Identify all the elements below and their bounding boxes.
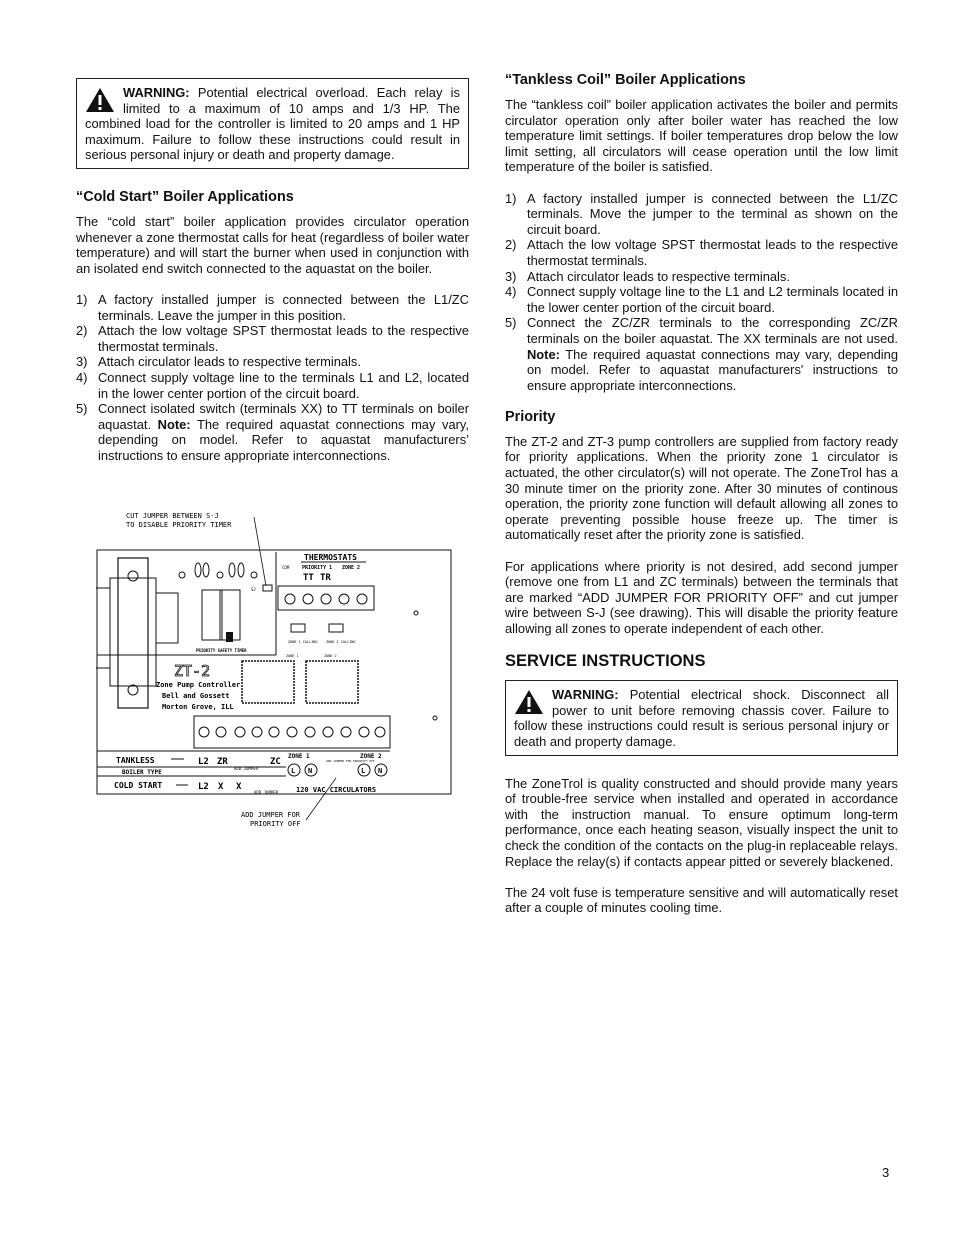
add-jumper-priority-small: ADD JUMPER FOR PRIORITY OFF — [326, 759, 375, 763]
relay-indicator — [226, 632, 233, 642]
tankless-zr: ZR — [217, 757, 228, 767]
list-item — [505, 269, 898, 285]
power-terminals — [199, 727, 385, 737]
zone2-l-label: L — [361, 767, 366, 775]
step-number: 3) — [505, 268, 517, 284]
step-text-after: The required aquastat connections may vary, depending on model. Refer to aquastat manufacturers' instructions to ensure appropriate interconnections. — [527, 346, 898, 393]
cold-start-label: COLD START — [114, 781, 163, 790]
zone2-led — [329, 624, 343, 632]
step-number: 5) — [505, 315, 517, 331]
step-text: Connect supply voltage line to the L1 and L2 terminals located in the lower center portion of the circuit board. — [527, 284, 898, 315]
zone2-n-label: N — [378, 767, 383, 775]
warning-label: WARNING: — [552, 687, 619, 703]
service-heading: SERVICE INSTRUCTIONS — [505, 652, 706, 671]
zone2-calling-label: ZONE 2 CALLING — [326, 640, 356, 644]
priority-para2: For applications where priority is not desired, add second jumper (remove one from L1 and ZC terminals) between the terminals that are marked “ADD JUMPER FOR PRIORITY OFF” and cut jumper wire between S-J (see drawing). This will disable the priority feature allowing all zones to operate independent of each other. — [505, 558, 898, 636]
brand-line2: Bell and Gossett — [162, 692, 230, 700]
zone2-terminal-label: ZONE 2 — [360, 753, 382, 760]
add-jumper-label: ADD JUMPER — [234, 766, 259, 771]
zone1-calling-label: ZONE 1 CALLING — [288, 640, 318, 644]
add-jumper-label-2: ADD JUMPER — [254, 790, 279, 795]
sj-label: SJ — [251, 587, 256, 592]
note-label: Note: — [527, 346, 560, 362]
brand-line1: Zone Pump Controller — [156, 681, 241, 689]
left-column — [76, 78, 469, 479]
step-number: 4) — [76, 369, 88, 385]
list-item — [76, 401, 469, 463]
vac-circulators-label: 120 VAC CIRCULATORS — [296, 786, 377, 794]
service-para2: The 24 volt fuse is temperature sensitive and will automatically reset after a couple of minutes cooling time. — [505, 884, 898, 916]
cold-start-steps — [76, 292, 469, 464]
zone1-small-label: ZONE 1 — [286, 654, 299, 658]
warning-text: Potential electrical shock. Disconnect all power to unit before removing chassis cover. Failure to follow these instructions could result is serious personal injury or death and property damage. — [514, 687, 889, 749]
cold-start-x1: X — [218, 782, 224, 792]
step-text: Attach circulator leads to respective terminals. — [98, 354, 361, 370]
list-item — [76, 370, 469, 401]
brand-line3: Morton Grove, ILL — [162, 703, 234, 711]
warning-text: Potential electrical overload. Each relay is limited to a maximum of 10 amps and 1/3 HP. The combined load for the controller is limited to 20 amps and 1 HP maximum. Failure to follow these instructions could result in serious personal injury or death and property damage. — [85, 85, 460, 163]
relay-2 — [306, 661, 358, 703]
sj-jumper — [263, 585, 272, 591]
step-number: 1) — [505, 190, 517, 206]
step-text: Attach the low voltage SPST thermostat leads to the respective thermostat terminals. — [527, 237, 898, 268]
power-terminal-strip — [194, 716, 390, 748]
mount-hole — [414, 611, 418, 615]
overload-warning-box — [76, 78, 469, 169]
tankless-intro: The “tankless coil” boiler application activates the boiler and permits circulator operation only after boiler water has reached the low temperature limit settings. If boiler temperatures drop below the low limit setting, all circulators will cease operation until the low limit temperature of the boiler is satisfied. — [505, 97, 898, 175]
tankless-label: TANKLESS — [116, 756, 155, 765]
thermostat-terminals — [285, 594, 367, 604]
zone2-small-label: ZONE 2 — [324, 654, 337, 658]
warning-triangle-icon — [514, 689, 544, 715]
cold-start-x2: X — [236, 782, 242, 792]
step-number: 2) — [76, 323, 88, 339]
right-column — [505, 72, 898, 932]
component-row — [179, 563, 257, 578]
zone1-l-label: L — [291, 767, 296, 775]
ic-chip — [202, 590, 222, 640]
shock-warning-box — [505, 680, 898, 755]
callout-cut-jumper-line2: TO DISABLE PRIORITY TIMER — [126, 521, 232, 529]
callout-leader-bottom — [306, 778, 336, 820]
priority-1-label: PRIORITY 1 — [302, 565, 333, 571]
page-number: 3 — [882, 1165, 890, 1180]
list-item — [505, 191, 898, 238]
step-text-before: Connect the ZC/ZR terminals to the corresponding ZC/ZR terminals on the boiler aquastat. The XX terminals are not used. — [527, 315, 898, 346]
relay-1 — [242, 661, 294, 703]
cold-start-intro: The “cold start” boiler application provides circulator operation whenever a zone thermostat calls for heat (regardless of boiler water temperature) and will start the burner when used in conjunction with an isolated end switch connected to the aquastat on the boiler. — [76, 213, 469, 276]
callout-leader-top — [254, 517, 266, 586]
step-text: Attach the low voltage SPST thermostat leads to the respective thermostat terminals. — [98, 323, 469, 354]
callout-add-jumper-line1: ADD JUMPER FOR — [241, 811, 301, 819]
zt2-wiring-diagram — [96, 508, 456, 828]
zone2-thermostat-label: ZONE 2 — [342, 565, 361, 571]
service-para1: The ZoneTrol is quality constructed and should provide many years of trouble-free service when installed and operated in accordance with the instruction manual. To ensure optimum long-term performance, once each heating season, visually inspect the unit to check the condition of the contacts on the plug-in replaceable relays. Replace the relay(s) if contacts appear pitted or severely blackened. — [505, 775, 898, 869]
step-text: Attach circulator leads to respective terminals. — [527, 268, 790, 284]
step-number: 5) — [76, 401, 88, 417]
step-text: Connect supply voltage line to the terminals L1 and L2, located in the lower center portion of the circuit board. — [98, 369, 469, 401]
step-text: A factory installed jumper is connected between the L1/ZC terminals. Move the jumper to the terminal as shown on the circuit board. — [527, 190, 898, 237]
transformer-winding — [110, 578, 156, 686]
tankless-zc: ZC — [270, 757, 281, 767]
step-text — [527, 315, 898, 393]
list-item — [505, 284, 898, 315]
step-text-before: Connect isolated switch (terminals XX) to TT terminals on boiler aquastat. — [98, 401, 469, 432]
boiler-type-label: BOILER TYPE — [122, 769, 162, 776]
warning-triangle-icon — [85, 87, 115, 113]
step-text: A factory installed jumper is connected between the L1/ZC terminals. Leave the jumper in this position. — [98, 291, 469, 323]
wire-bundle — [156, 593, 178, 643]
priority-para1: The ZT-2 and ZT-3 pump controllers are supplied from factory ready for priority applications. When the priority zone 1 circulator is actuated, the other circulator(s) will not operate. The ZoneTrol has a 30 minute timer on the priority zone. After 30 minutes of continous operation, the priority zone function will default allowing all zones to operate preventing possible house freeze up. The timer is automatically reset after the priority zone is satisfied. — [505, 433, 898, 543]
tankless-l2: L2 — [198, 757, 209, 767]
list-item — [76, 354, 469, 370]
mount-hole — [433, 716, 437, 720]
zone1-led — [291, 624, 305, 632]
thermostat-terminal-strip — [278, 586, 374, 610]
thermostats-label: THERMOSTATS — [304, 553, 357, 562]
step-number: 2) — [505, 237, 517, 253]
zone1-n-label: N — [308, 767, 313, 775]
tt-label: TT — [303, 573, 314, 583]
cold-start-heading: “Cold Start” Boiler Applications — [76, 188, 294, 205]
tr-label: TR — [320, 573, 331, 583]
zone1-terminal-label: ZONE 1 — [288, 753, 310, 760]
model-label: ZT-2 — [174, 662, 211, 680]
com-label: COM — [282, 565, 290, 570]
priority-heading: Priority — [505, 408, 556, 425]
step-number: 4) — [505, 284, 517, 300]
cold-start-l2: L2 — [198, 782, 209, 792]
list-item — [505, 315, 898, 393]
step-number: 1) — [76, 291, 88, 307]
tankless-steps — [505, 191, 898, 394]
list-item — [505, 237, 898, 268]
step-text-after: The required aquastat connections may vary, depending on model. Refer to aquastat manufacturers’ instructions to ensure appropriate interconnections. — [98, 416, 469, 463]
transformer — [96, 588, 110, 668]
tankless-heading: “Tankless Coil” Boiler Applications — [505, 72, 746, 88]
warning-label: WARNING: — [123, 85, 190, 100]
callout-cut-jumper-line1: CUT JUMPER BETWEEN S-J — [126, 512, 219, 520]
mount-hole — [128, 571, 138, 581]
priority-timer-label: PRIORITY SAFETY TIMER — [196, 648, 247, 653]
callout-add-jumper-line2: PRIORITY OFF — [250, 820, 301, 828]
list-item — [76, 323, 469, 354]
list-item — [76, 292, 469, 323]
note-label: Note: — [157, 416, 191, 432]
step-text — [98, 401, 469, 463]
step-number: 3) — [76, 354, 88, 370]
